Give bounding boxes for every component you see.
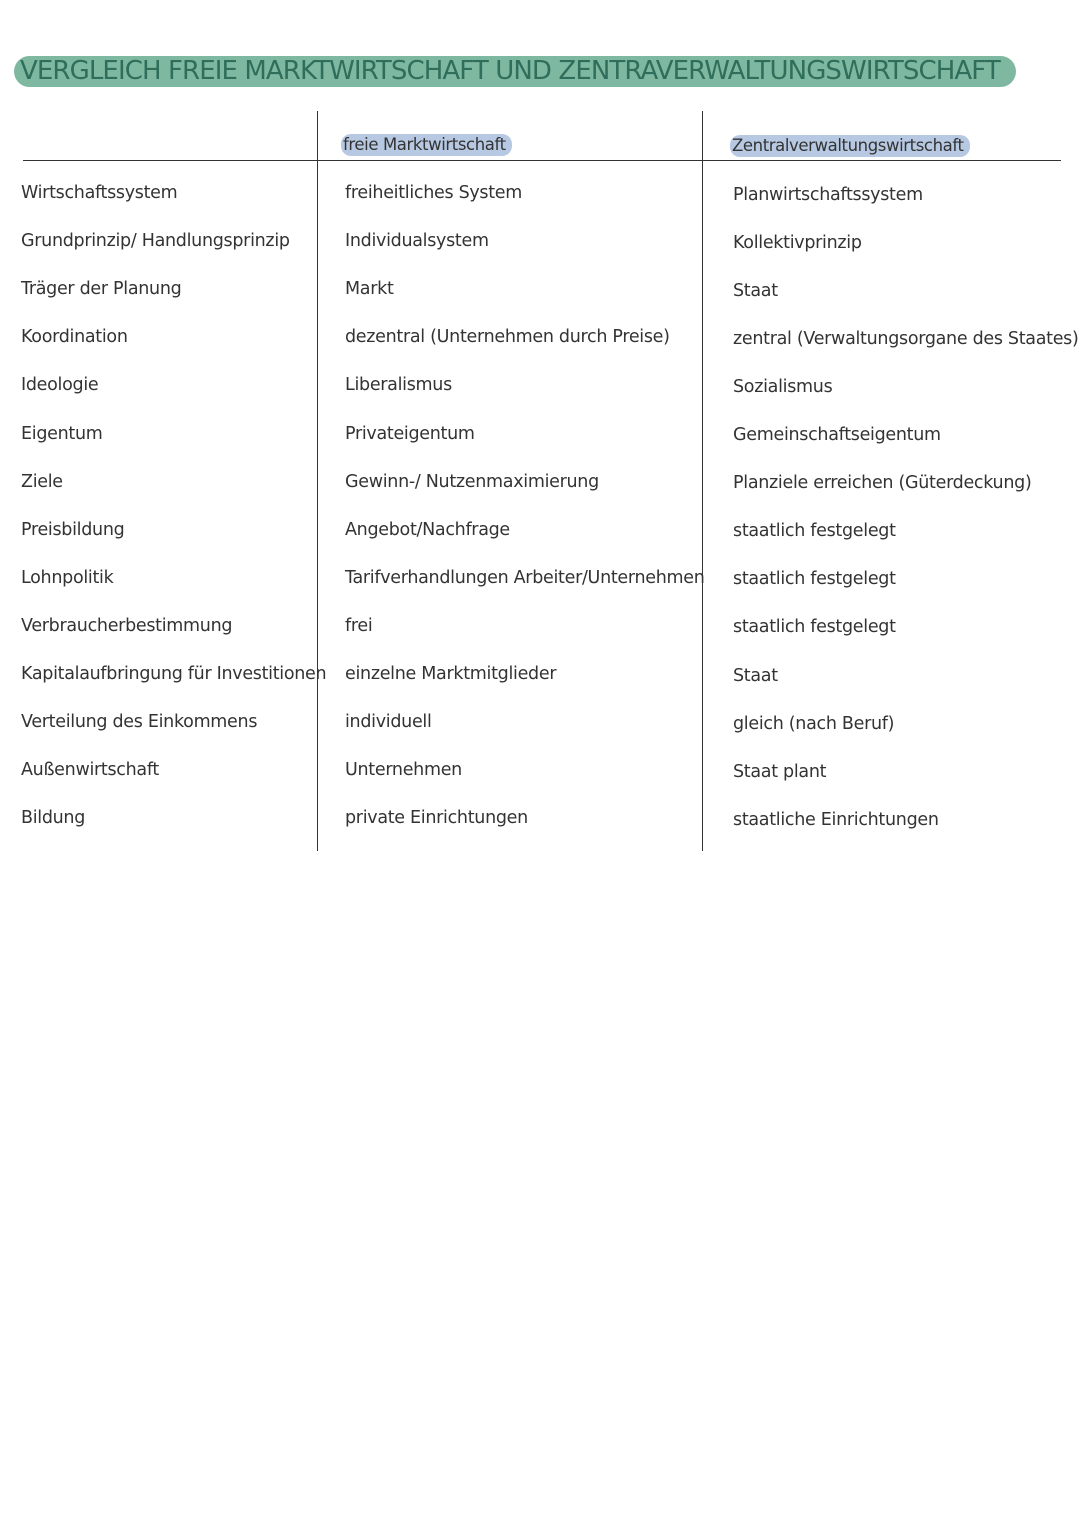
row-criterion: Lohnpolitik [21,567,114,588]
row-central-value: Gemeinschaftseigentum [733,425,941,445]
row-criterion: Bildung [21,808,86,829]
row-central-value: staatlich festgelegt [733,521,896,542]
row-market-value: einzelne Marktmitglieder [345,664,557,684]
row-criterion: Wirtschaftssystem [21,183,178,203]
row-criterion: Grundprinzip/ Handlungsprinzip [21,231,290,252]
row-central-value: Staat [733,665,778,686]
row-central-value: gleich (nach Beruf) [733,713,895,734]
row-criterion: Verteilung des Einkommens [21,712,258,733]
row-criterion: Ideologie [21,375,99,396]
column-divider-left [317,111,318,851]
row-criterion: Ziele [21,471,63,492]
page-title: VERGLEICH FREIE MARKTWIRTSCHAFT UND ZENTRAVERWALTUNGSWIRTSCHAFT [20,56,1000,86]
row-central-value: zentral (Verwaltungsorgane des Staates) [733,328,1079,349]
row-market-value: Angebot/Nachfrage [345,519,510,540]
row-central-value: staatliche Einrichtungen [733,809,939,830]
column-header-market: freie Marktwirtschaft [341,134,512,156]
row-market-value: Markt [345,279,394,300]
row-central-value: Sozialismus [733,376,833,397]
row-market-value: individuell [345,712,432,733]
row-criterion: Eigentum [21,423,103,444]
row-criterion: Außenwirtschaft [21,760,159,781]
row-market-value: Individualsystem [345,231,489,252]
row-central-value: Staat [733,280,778,301]
row-market-value: Privateigentum [345,423,475,444]
header-rule [23,160,1061,161]
row-market-value: Gewinn-/ Nutzenmaximierung [345,471,599,492]
row-central-value: staatlich festgelegt [733,569,896,590]
row-central-value: Planwirtschaftssystem [733,184,923,205]
row-central-value: staatlich festgelegt [733,617,896,638]
row-criterion: Koordination [21,327,128,348]
row-market-value: Unternehmen [345,760,462,781]
row-market-value: Tarifverhandlungen Arbeiter/Unternehmen [345,567,705,588]
column-header-central: Zentralverwaltungswirtschaft [730,135,970,157]
row-market-value: frei [345,615,373,636]
row-criterion: Preisbildung [21,519,125,540]
row-criterion: Verbraucherbestimmung [21,615,233,636]
row-market-value: freiheitliches System [345,183,523,203]
row-market-value: dezentral (Unternehmen durch Preise) [345,327,670,348]
row-market-value: private Einrichtungen [345,808,528,829]
row-central-value: Staat plant [733,761,827,782]
row-central-value: Planziele erreichen (Güterdeckung) [733,473,1032,494]
row-central-value: Kollektivprinzip [733,232,862,253]
column-divider-right [702,111,703,851]
row-market-value: Liberalismus [345,375,452,396]
row-criterion: Kapitalaufbringung für Investitionen [21,664,327,684]
row-criterion: Träger der Planung [21,279,182,300]
